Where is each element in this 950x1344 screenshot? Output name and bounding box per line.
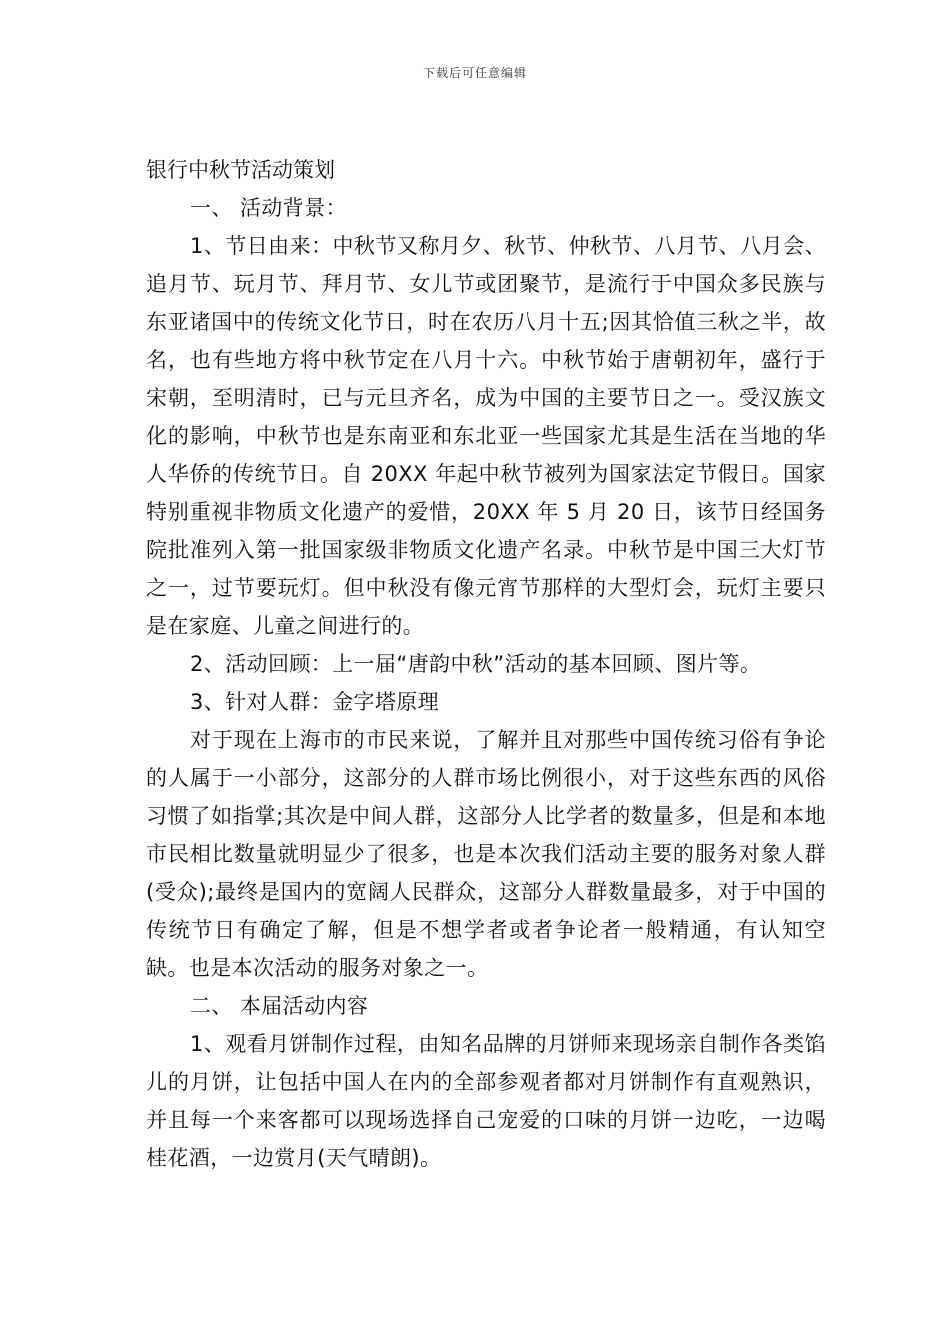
paragraph-audience-analysis: 对于现在上海市的市民来说，了解并且对那些中国传统习俗有争论的人属于一小部分，这部分的人群市场比例很小，对于这些东西的风俗习惯了如指掌;其次是中间人群，这部分人比学者的数量多，但是和本地市民相比数量就明显少了很多，也是本次我们活动主要的服务对象人群(受众);最终是国内的宽阔人民群众，这部分人群数量最多，对于中国的传统节日有确定了解，但是不想学者或者争论者一般精通，有认知空缺。也是本次活动的服务对象之一。	[146, 728, 826, 980]
paragraph-mooncake-making: 1、观看月饼制作过程，由知名品牌的月饼师来现场亲自制作各类馅儿的月饼，让包括中国人在内的全部参观者都对月饼制作有直观熟识，并且每一个来客都可以现场选择自己宠爱的口味的月饼一边吃，一边喝桂花酒，一边赏月(天气晴朗)。	[146, 1032, 826, 1170]
document-title: 银行中秋节活动策划	[146, 158, 335, 182]
document-body	[146, 151, 826, 1177]
paragraph-target-audience: 3、针对人群：金字塔原理	[190, 690, 440, 714]
section-heading-content: 二、 本届活动内容	[190, 994, 369, 1018]
paragraph-activity-review: 2、活动回顾：上一届“唐韵中秋”活动的基本回顾、图片等。	[190, 652, 762, 676]
paragraph-festival-origin: 1、节日由来：中秋节又称月夕、秋节、仲秋节、八月节、八月会、追月节、玩月节、拜月节、女儿节或团聚节，是流行于中国众多民族与东亚诸国中的传统文化节日，时在农历八月十五;因其恰值三秋之半，故名，也有些地方将中秋节定在八月十六。中秋节始于唐朝初年，盛行于宋朝，至明清时，已与元旦齐名，成为中国的主要节日之一。受汉族文化的影响，中秋节也是东南亚和东北亚一些国家尤其是生活在当地的华人华侨的传统节日。自 20XX 年起中秋节被列为国家法定节假日。国家特别重视非物质文化遗产的爱惜，20XX 年 5 月 20 日，该节日经国务院批准列入第一批国家级非物质文化遗产名录。中秋节是中国三大灯节之一，过节要玩灯。但中秋没有像元宵节那样的大型灯会，玩灯主要只是在家庭、儿童之间进行的。	[146, 234, 826, 638]
section-heading-background: 一、 活动背景：	[190, 196, 347, 220]
page-header: 下载后可任意编辑	[422, 66, 527, 80]
